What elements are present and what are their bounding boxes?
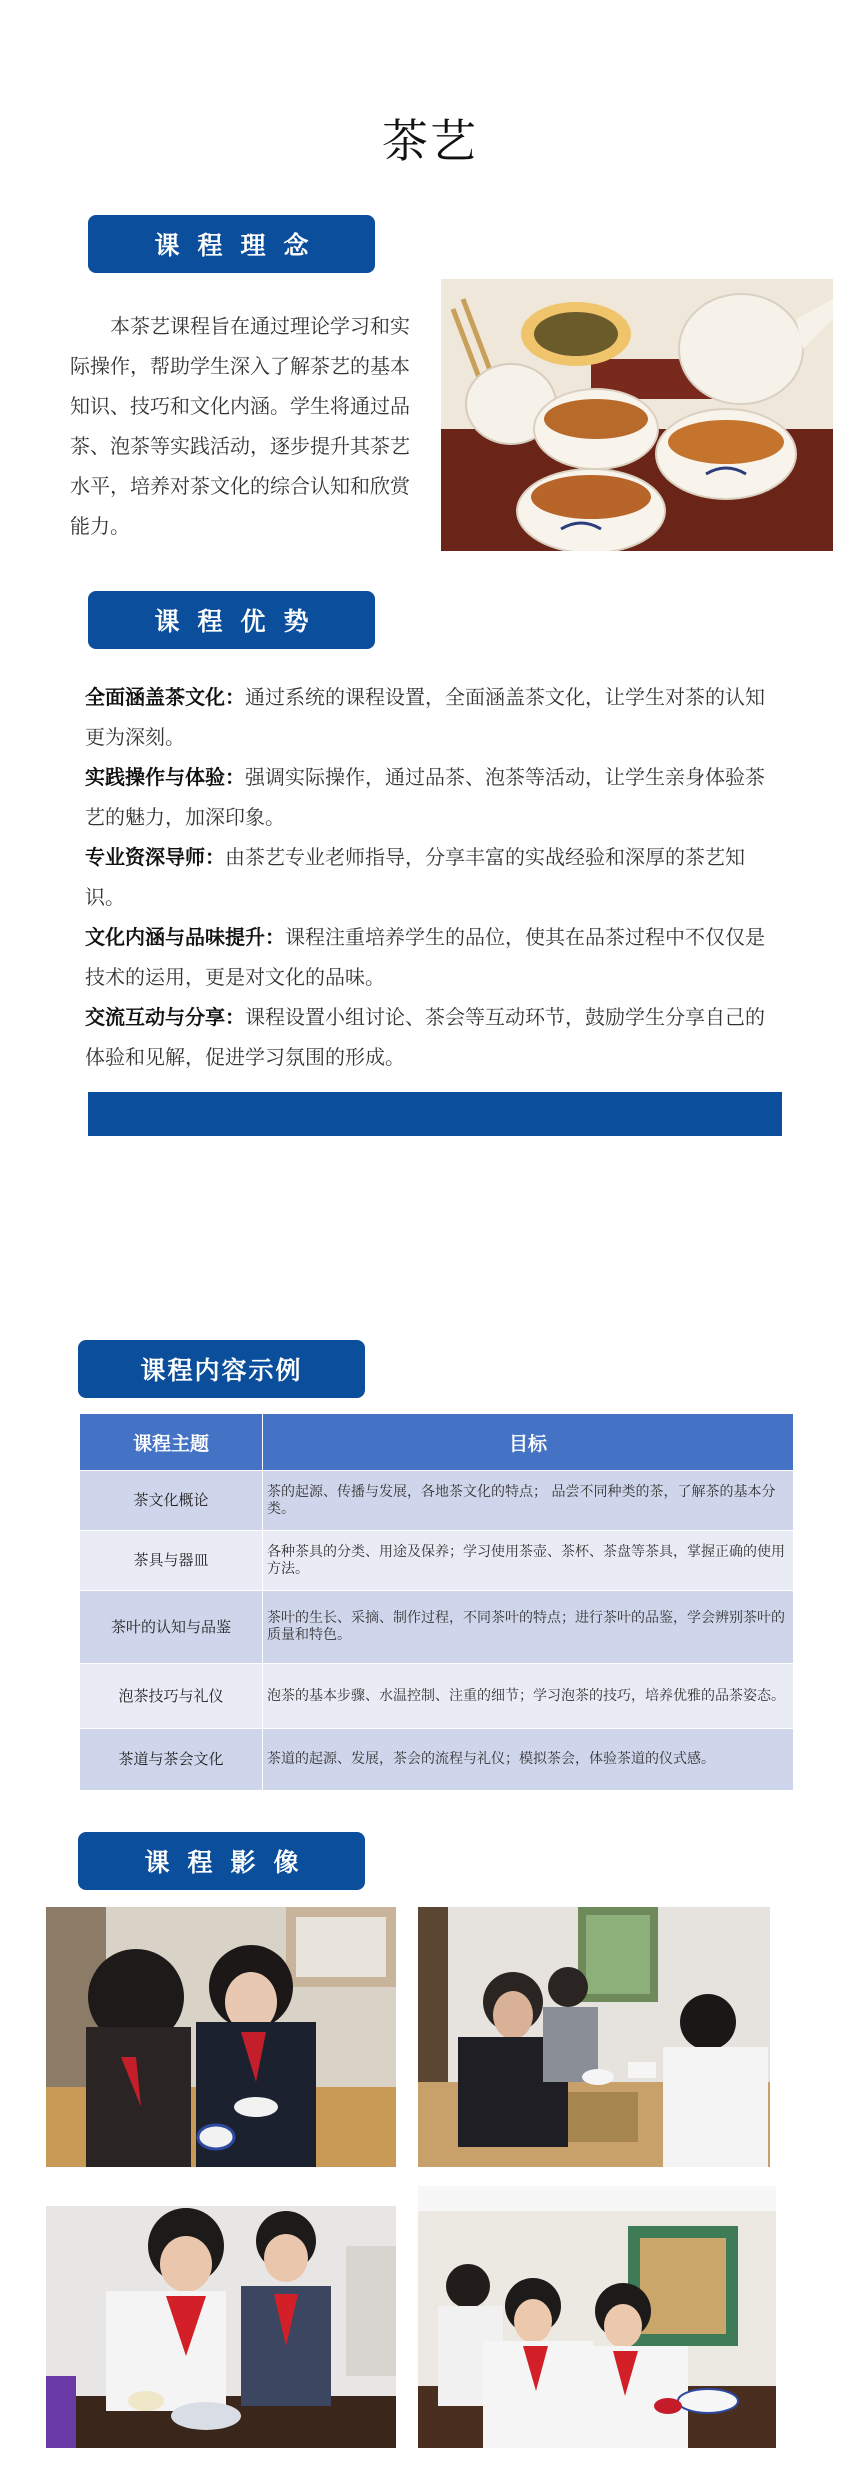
table-cell-goal: 茶叶的生长、采摘、制作过程，不同茶叶的特点；进行茶叶的品鉴，学会辨别茶叶的质量和特色。: [263, 1591, 794, 1664]
table-header-topic: 课程主题: [80, 1414, 263, 1471]
tea-set-photo: [441, 279, 833, 551]
table-row: [80, 1591, 794, 1664]
advantage-title: 文化内涵与品味提升：: [85, 925, 285, 949]
table-cell-goal: 茶道的起源、发展，茶会的流程与礼仪；模拟茶会，体验茶道的仪式感。: [263, 1729, 794, 1791]
advantages-list: [85, 677, 775, 1077]
advantage-item: [85, 837, 775, 917]
advantage-title: 全面涵盖茶文化：: [85, 685, 245, 709]
gallery-photo-2: [418, 1907, 770, 2167]
page-title: 茶艺: [382, 114, 478, 168]
gallery-heading: 课程影像: [78, 1832, 365, 1890]
philosophy-text: 本茶艺课程旨在通过理论学习和实际操作，帮助学生深入了解茶艺的基本知识、技巧和文化内涵。学生将通过品茶、泡茶等实践活动，逐步提升其茶艺水平，培养对茶文化的综合认知和欣赏能力。: [70, 314, 410, 538]
table-row: [80, 1531, 794, 1591]
advantage-text: 强调实际操作，通过品茶、泡茶等活动，让学生亲身体验茶艺的魅力，加深印象。: [85, 765, 765, 829]
advantage-title: 专业资深导师：: [85, 845, 225, 869]
table-row: [80, 1471, 794, 1531]
table-header-row: [80, 1414, 794, 1471]
gallery-photo-4: [418, 2186, 776, 2448]
advantage-title: 交流互动与分享：: [85, 1005, 245, 1029]
philosophy-heading: 课程理念: [88, 215, 375, 273]
advantage-text: 由茶艺专业老师指导，分享丰富的实战经验和深厚的茶艺知识。: [85, 845, 745, 909]
advantage-item: [85, 757, 775, 837]
advantage-item: [85, 997, 775, 1077]
section-divider-bar: [88, 1092, 782, 1136]
table-cell-topic: 茶叶的认知与品鉴: [80, 1591, 263, 1664]
advantages-heading: 课程优势: [88, 591, 375, 649]
advantage-item: [85, 917, 775, 997]
table-row: [80, 1729, 794, 1791]
philosophy-text-block: [70, 306, 415, 546]
table-header-goal: 目标: [263, 1414, 794, 1471]
table-cell-topic: 茶道与茶会文化: [80, 1729, 263, 1791]
table-cell-goal: 茶的起源、传播与发展，各地茶文化的特点； 品尝不同种类的茶，了解茶的基本分类。: [263, 1471, 794, 1531]
table-row: [80, 1664, 794, 1729]
table-cell-goal: 各种茶具的分类、用途及保养；学习使用茶壶、茶杯、茶盘等茶具，掌握正确的使用方法。: [263, 1531, 794, 1591]
advantage-title: 实践操作与体验：: [85, 765, 245, 789]
advantage-text: 课程注重培养学生的品位，使其在品茶过程中不仅仅是技术的运用，更是对文化的品味。: [85, 925, 765, 989]
content-heading: 课程内容示例: [78, 1340, 365, 1398]
advantage-text: 通过系统的课程设置，全面涵盖茶文化，让学生对茶的认知更为深刻。: [85, 685, 765, 749]
gallery-photo-3: [46, 2186, 396, 2448]
table-cell-topic: 茶具与器皿: [80, 1531, 263, 1591]
table-cell-topic: 茶文化概论: [80, 1471, 263, 1531]
table-cell-topic: 泡茶技巧与礼仪: [80, 1664, 263, 1729]
advantage-text: 课程设置小组讨论、茶会等互动环节，鼓励学生分享自己的体验和见解，促进学习氛围的形成。: [85, 1005, 765, 1069]
advantage-item: [85, 677, 775, 757]
course-content-table: [79, 1413, 794, 1791]
gallery-photo-1: [46, 1907, 396, 2167]
table-cell-goal: 泡茶的基本步骤、水温控制、注重的细节；学习泡茶的技巧，培养优雅的品茶姿态。: [263, 1664, 794, 1729]
